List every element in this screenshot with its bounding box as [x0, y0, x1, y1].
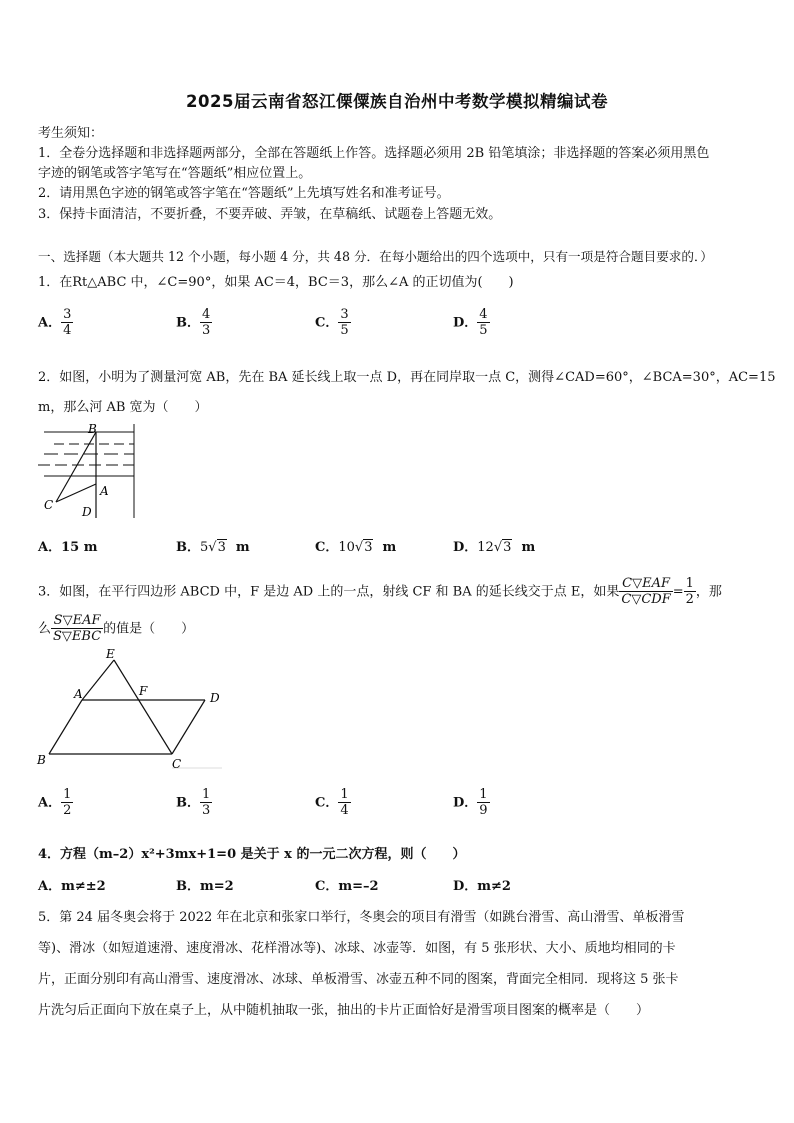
fig2-label-b: B	[88, 422, 97, 436]
fig3-label-c: C	[172, 757, 182, 771]
q2-option-d: D．12√3 m	[453, 540, 536, 555]
q2-option-c: C．10√3 m	[315, 540, 397, 555]
notice-item-3: 3．保持卡面清洁，不要折叠，不要弄破、弄皱，在草稿纸、试题卷上答题无效。	[38, 207, 502, 222]
q2-option-a: A．15 m	[38, 540, 98, 555]
q2-option-b: B．5√3 m	[176, 540, 250, 555]
fig3-label-b: B	[37, 753, 46, 767]
q3-option-d: D． $\frac{1}{9}$	[453, 787, 488, 818]
q1-option-b: B． $\frac{4}{3}$	[176, 307, 211, 338]
page-title: 2025届云南省怒江傈僳族自治州中考数学模拟精编试卷	[186, 92, 608, 111]
question-1-text: 1．在Rt△ABC 中，∠C=90°，如果 AC＝4，BC＝3，那么∠A 的正切值为( )	[38, 275, 514, 290]
question-3-line-1: 3．如图，在平行四边形 ABCD 中，F 是边 AD 上的一点，射线 CF 和 BA 的延长线交于点 E，如果 $\frac{\text{C▽EAF}}{\text{C▽CDF}}$ = $\frac{1}{2}$ ，那	[38, 576, 722, 607]
question-2-line-1: 2．如图，小明为了测量河宽 AB，先在 BA 延长线上取一点 D，再在同岸取一点 C，测得∠CAD=60°，∠BCA=30°，AC=15	[38, 370, 776, 385]
question-5-line-2: 等)、滑冰（如短道速滑、速度滑冰、花样滑冰等)、冰球、冰壶等．如图，有 5 张形状、大小、质地均相同的卡	[38, 941, 676, 956]
question-5-line-3: 片，正面分别印有高山滑雪、速度滑冰、冰球、单板滑雪、冰壶五种不同的图案，背面完全相同．现将这 5 张卡	[38, 972, 679, 987]
q4-option-d: D．m≠2	[453, 879, 511, 894]
river-figure	[36, 420, 140, 520]
q4-option-a: A．m≠±2	[38, 879, 106, 894]
question-5-line-1: 5．第 24 届冬奥会将于 2022 年在北京和张家口举行，冬奥会的项目有滑雪（如跳台滑雪、高山滑雪、单板滑雪	[38, 910, 685, 925]
fig2-label-c: C	[44, 498, 54, 512]
q4-option-b: B．m=2	[176, 879, 234, 894]
q1-option-a: A． $\frac{3}{4}$	[38, 307, 72, 338]
q3-option-b: B． $\frac{1}{3}$	[176, 787, 211, 818]
notice-heading: 考生须知：	[38, 126, 104, 141]
question-4-text: 4．方程（m–2）x²+3mx+1=0 是关于 x 的一元二次方程，则（ ）	[38, 847, 466, 862]
notice-item-1b: 字迹的钢笔或答字笔写在“答题纸”相应位置上。	[38, 166, 312, 181]
fig2-label-d: D	[82, 505, 92, 519]
question-5-line-4: 片洗匀后正面向下放在桌子上，从中随机抽取一张，抽出的卡片正面恰好是滑雪项目图案的概率是（ ）	[38, 1003, 650, 1018]
notice-item-1a: 1．全卷分选择题和非选择题两部分，全部在答题纸上作答。选择题必须用 2B 铅笔填涂；非选择题的答案必须用黑色	[38, 146, 710, 161]
fig3-label-e: E	[106, 648, 115, 661]
q3-option-c: C． $\frac{1}{4}$	[315, 787, 349, 818]
q4-option-c: C．m=–2	[315, 879, 379, 894]
question-2-line-2: m，那么河 AB 宽为（ ）	[38, 400, 208, 415]
fig2-label-a: A	[100, 484, 109, 498]
q1-option-c: C． $\frac{3}{5}$	[315, 307, 349, 338]
question-3-line-2: 么 $\frac{\text{S▽EAF}}{\text{S▽EBC}}$ 的值是（ ）	[38, 613, 195, 644]
q1-option-d: D． $\frac{4}{5}$	[453, 307, 488, 338]
fig3-label-f: F	[139, 684, 148, 698]
notice-item-2: 2．请用黑色字迹的钢笔或答字笔在“答题纸”上先填写姓名和准考证号。	[38, 186, 450, 201]
section-heading: 一、选择题（本大题共 12 个小题，每小题 4 分，共 48 分．在每小题给出的四个选项中，只有一项是符合题目要求的．）	[38, 249, 713, 264]
fig3-label-d: D	[210, 691, 220, 705]
fig3-label-a: A	[74, 687, 83, 701]
parallelogram-figure	[32, 648, 232, 773]
q3-option-a: A． $\frac{1}{2}$	[38, 787, 72, 818]
